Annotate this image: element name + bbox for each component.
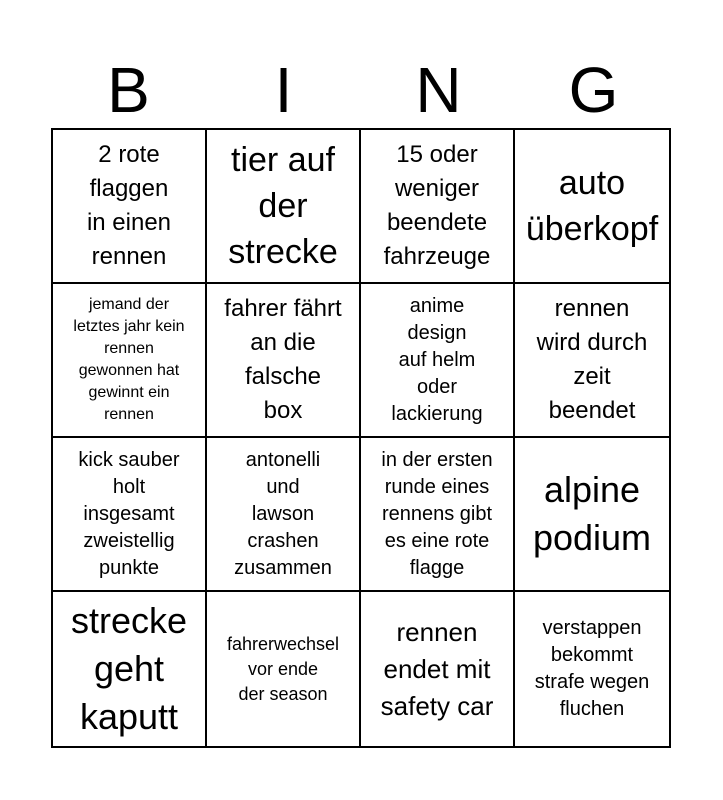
bingo-cell-r2c2[interactable] [207, 284, 361, 438]
bingo-cell-r1c1[interactable] [53, 130, 207, 284]
bingo-cell-text: 2 rote flaggen in einen rennen [86, 141, 172, 270]
bingo-cell-r3c2[interactable] [207, 438, 361, 592]
bingo-cell-r3c3[interactable] [361, 438, 515, 592]
bingo-cell-text: antonelli und lawson crashen zusammen [234, 448, 332, 579]
bingo-cell-text: alpine podium [532, 469, 652, 558]
bingo-cell-text: fahrer fährt an die falsche box [224, 295, 342, 424]
bingo-cell-r4c4[interactable] [515, 592, 669, 746]
bingo-grid [51, 128, 671, 748]
bingo-cell-text: rennen wird durch zeit beendet [536, 295, 648, 424]
bingo-cell-r1c4[interactable] [515, 130, 669, 284]
bingo-cell-r2c3[interactable] [361, 284, 515, 438]
bingo-cell-text: 15 oder weniger beendete fahrzeuge [383, 141, 491, 270]
header-letter-i: I [274, 54, 293, 126]
bingo-cell-text: auto überkopf [525, 164, 659, 248]
bingo-cell-r4c3[interactable] [361, 592, 515, 746]
bingo-cell-text: strecke geht kaputt [70, 600, 188, 737]
bingo-cell-text: anime design auf helm oder lackierung [391, 294, 483, 425]
bingo-cell-r2c4[interactable] [515, 284, 669, 438]
bingo-cell-r1c3[interactable] [361, 130, 515, 284]
bingo-cell-text: rennen endet mit safety car [380, 616, 494, 721]
bingo-cell-r3c1[interactable] [53, 438, 207, 592]
bingo-header [51, 52, 671, 128]
bingo-cell-text: in der ersten runde eines rennens gibt es eine rote flagge [381, 448, 493, 579]
header-letter-b: B [107, 54, 150, 126]
bingo-cell-text: verstappen bekommt strafe wegen fluchen [534, 617, 650, 720]
bingo-cell-r3c4[interactable] [515, 438, 669, 592]
bingo-cell-r4c2[interactable] [207, 592, 361, 746]
bingo-cell-r2c1[interactable] [53, 284, 207, 438]
bingo-cell-text: tier auf der strecke [228, 141, 338, 271]
header-letter-g: G [568, 54, 619, 126]
bingo-cell-text: jemand der letztes jahr kein rennen gewonnen hat gewinnt ein rennen [73, 296, 185, 423]
bingo-cell-r1c2[interactable] [207, 130, 361, 284]
bingo-cell-text: fahrerwechsel vor ende der season [226, 633, 340, 704]
header-letter-n: N [415, 54, 462, 126]
bingo-cell-text: kick sauber holt insgesamt zweistellig punkte [78, 448, 180, 579]
bingo-cell-r4c1[interactable] [53, 592, 207, 746]
